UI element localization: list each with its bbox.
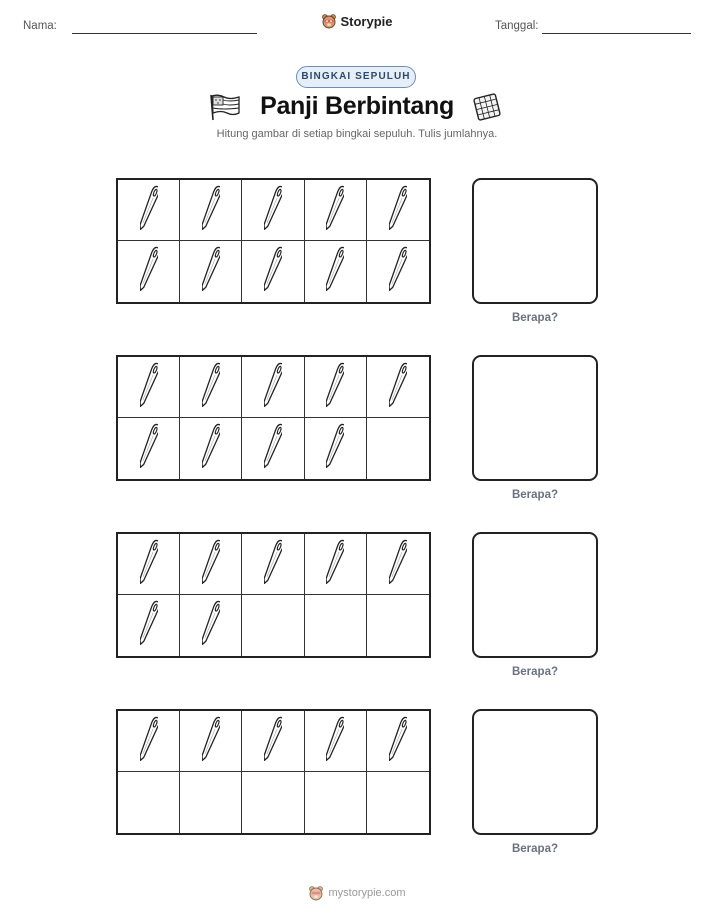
needle-icon — [389, 715, 407, 768]
answer-box[interactable] — [472, 178, 598, 304]
ten-frame-cell — [118, 418, 180, 479]
ten-frame-cell — [242, 534, 304, 595]
needle-icon — [326, 245, 344, 298]
ten-frame-cell — [305, 711, 367, 772]
ten-frame-cell — [180, 534, 242, 595]
needle-icon — [264, 245, 282, 298]
needle-icon — [264, 184, 282, 237]
date-line[interactable] — [542, 33, 691, 34]
needle-icon — [202, 538, 220, 591]
ten-frame-cell — [180, 180, 242, 241]
ten-frame — [116, 532, 431, 658]
ten-frame — [116, 355, 431, 481]
ten-frame-cell — [180, 357, 242, 418]
brand — [0, 13, 714, 34]
ten-frame-cell — [305, 534, 367, 595]
needle-icon — [389, 538, 407, 591]
ten-frame-cell — [367, 711, 429, 772]
ten-frame-cell — [367, 241, 429, 302]
needle-icon — [389, 245, 407, 298]
answer-prompt: Berapa? — [511, 312, 559, 324]
answer-box[interactable] — [472, 355, 598, 481]
needle-icon — [202, 422, 220, 475]
ten-frame-cell — [367, 772, 429, 833]
needle-icon — [202, 245, 220, 298]
ten-frame-cell — [242, 772, 304, 833]
brand-name: Storypie — [340, 13, 393, 29]
ten-frame-cell — [242, 711, 304, 772]
needle-icon — [264, 715, 282, 768]
ten-frame-cell — [118, 595, 180, 656]
ten-frame-cell — [367, 180, 429, 241]
needle-icon — [140, 361, 158, 414]
ten-frame-cell — [180, 772, 242, 833]
needle-icon — [202, 715, 220, 768]
needle-icon — [202, 184, 220, 237]
answer-prompt: Berapa? — [511, 666, 559, 678]
ten-frame-cell — [367, 357, 429, 418]
ten-frame-cell — [118, 180, 180, 241]
ten-frame-cell — [180, 595, 242, 656]
needle-icon — [326, 715, 344, 768]
ten-frame — [116, 178, 431, 304]
date-label: Tanggal: — [495, 20, 539, 32]
storypie-logo-icon — [321, 13, 337, 29]
needle-icon — [140, 245, 158, 298]
ten-frame-cell — [118, 241, 180, 302]
ten-frame-cell — [180, 241, 242, 302]
ten-frame-cell — [305, 180, 367, 241]
worksheet-type-badge: BINGKAI SEPULUH — [296, 66, 416, 88]
answer-prompt: Berapa? — [511, 489, 559, 501]
needle-icon — [389, 184, 407, 237]
needle-icon — [264, 422, 282, 475]
ten-frame-cell — [242, 357, 304, 418]
instructions: Hitung gambar di setiap bingkai sepuluh. Tulis jumlahnya. — [216, 128, 498, 140]
needle-icon — [326, 361, 344, 414]
ten-frame-cell — [242, 595, 304, 656]
answer-box[interactable] — [472, 709, 598, 835]
needle-icon — [326, 184, 344, 237]
quilt-icon — [470, 92, 504, 122]
footer — [0, 885, 714, 906]
name-label: Nama: — [23, 20, 57, 32]
needle-icon — [140, 715, 158, 768]
ten-frame-cell — [367, 418, 429, 479]
ten-frame-cell — [367, 534, 429, 595]
needle-icon — [140, 538, 158, 591]
needle-icon — [202, 599, 220, 652]
needle-icon — [264, 538, 282, 591]
ten-frame-cell — [305, 241, 367, 302]
needle-icon — [140, 422, 158, 475]
ten-frame-cell — [242, 180, 304, 241]
needle-icon — [389, 361, 407, 414]
needle-icon — [202, 361, 220, 414]
needle-icon — [326, 538, 344, 591]
ten-frame-cell — [118, 357, 180, 418]
answer-prompt: Berapa? — [511, 843, 559, 855]
ten-frame-cell — [118, 772, 180, 833]
needle-icon — [140, 184, 158, 237]
needle-icon — [326, 422, 344, 475]
ten-frame-cell — [180, 711, 242, 772]
ten-frame — [116, 709, 431, 835]
ten-frame-cell — [242, 418, 304, 479]
ten-frame-cell — [242, 241, 304, 302]
ten-frame-cell — [305, 357, 367, 418]
ten-frame-cell — [305, 595, 367, 656]
page-title: Panji Berbintang — [260, 92, 454, 120]
needle-icon — [264, 361, 282, 414]
ten-frame-cell — [118, 711, 180, 772]
answer-box[interactable] — [472, 532, 598, 658]
ten-frame-cell — [180, 418, 242, 479]
ten-frame-cell — [118, 534, 180, 595]
storypie-logo-icon — [308, 885, 324, 901]
footer-url: mystorypie.com — [328, 887, 406, 899]
ten-frame-cell — [367, 595, 429, 656]
needle-icon — [140, 599, 158, 652]
ten-frame-cell — [305, 418, 367, 479]
ten-frame-cell — [305, 772, 367, 833]
